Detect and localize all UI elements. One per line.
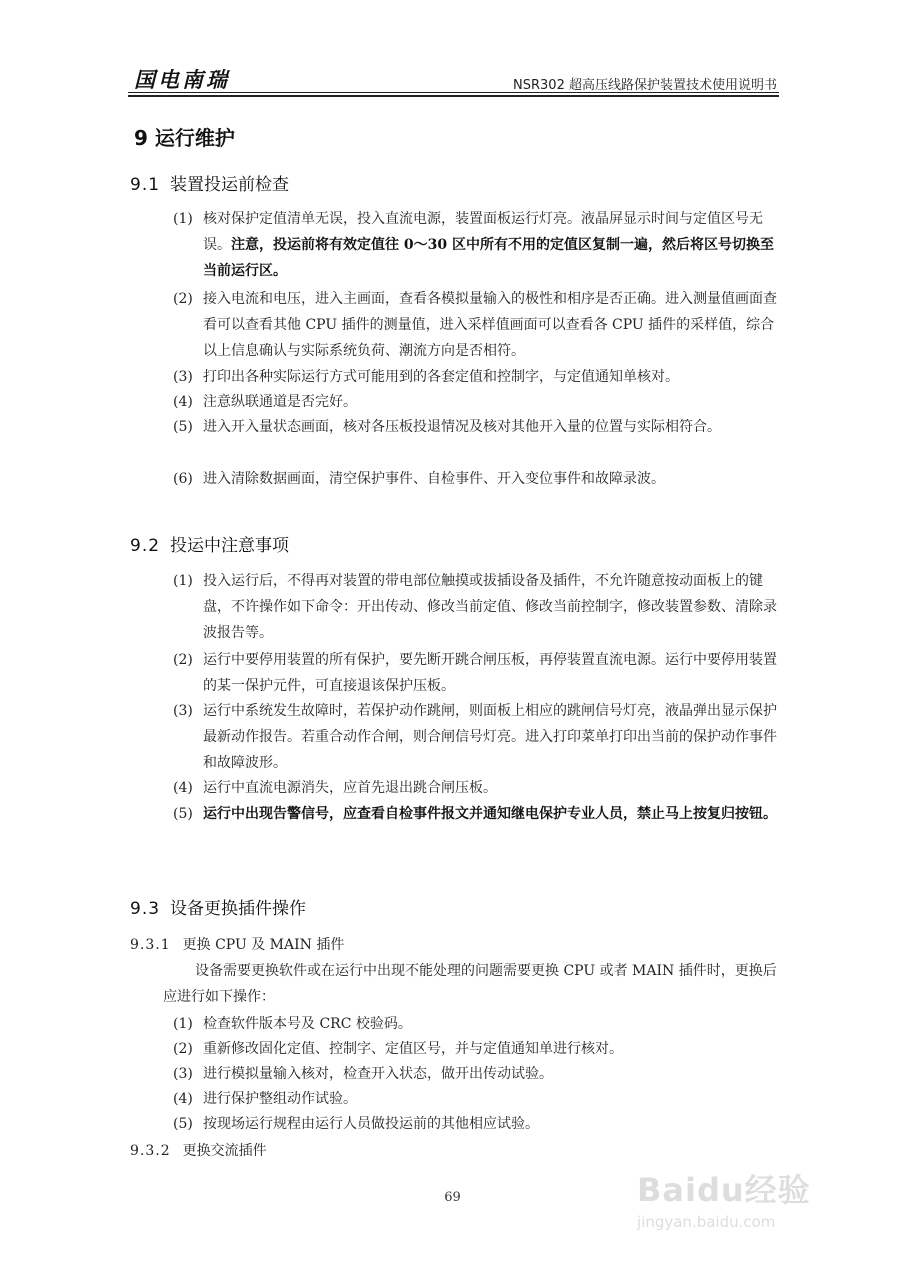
subsection-number: 9.3.1 xyxy=(130,937,171,953)
subsection-title: 更换交流插件 xyxy=(182,1143,267,1159)
item-text: 进行保护整组动作试验。 xyxy=(203,1091,357,1107)
item-text: 运行中出现告警信号，应查看自检事件报文并通知继电保护专业人员，禁止马上按复归按钮。 xyxy=(203,806,777,822)
item-text: 进行模拟量输入核对，检查开入状态，做开出传动试验。 xyxy=(203,1066,553,1082)
item-number: (2) xyxy=(173,652,193,668)
item-text: 重新修改固化定值、控制字、定值区号，并与定值通知单进行核对。 xyxy=(203,1041,623,1057)
item-text: 注意纵联通道是否完好。 xyxy=(203,394,357,410)
item-number: (5) xyxy=(173,1116,193,1132)
list-item xyxy=(173,1036,780,1062)
page-number: 69 xyxy=(444,1190,461,1205)
list-item xyxy=(173,1061,780,1087)
subsection-heading-9-3-2 xyxy=(130,1140,267,1160)
subsection-heading-9-3-1 xyxy=(130,934,344,954)
intro-paragraph: 设备需要更换软件或在运行中出现不能处理的问题需要更换 CPU 或者 MAIN 插件时，更换后应进行如下操作： xyxy=(163,963,777,1005)
section-heading-9-1 xyxy=(130,170,289,195)
document-title: NSR302 超高压线路保护装置技术使用说明书 xyxy=(513,78,777,93)
list-item xyxy=(173,698,780,776)
item-text: 核对保护定值清单无误，投入直流电源，装置面板运行灯亮。液晶屏显示时间与定值区号无误。 xyxy=(203,211,763,253)
item-number: (1) xyxy=(173,573,193,589)
list-item xyxy=(173,568,780,646)
section-title: 装置投运前检查 xyxy=(170,175,290,195)
list-item xyxy=(173,1086,780,1112)
watermark-brand: Baidu经验 xyxy=(637,1171,811,1209)
item-text: 运行中系统发生故障时，若保护动作跳闸，则面板上相应的跳闸信号灯亮，液晶弹出显示保护最新动作报告。若重合动作合闸，则合闸信号灯亮。进入打印菜单打印出当前的保护动作事件和故障波形。 xyxy=(203,703,777,771)
item-number: (1) xyxy=(173,211,193,227)
section-number: 9.1 xyxy=(130,175,161,195)
list-item xyxy=(173,1011,780,1037)
item-text: 投入运行后，不得再对装置的带电部位触摸或拔插设备及插件，不允许随意按动面板上的键盘，不许操作如下命令：开出传动、修改当前定值、修改当前控制字，修改装置参数、清除录波报告等。 xyxy=(203,573,777,641)
item-text: 进入清除数据画面，清空保护事件、自检事件、开入变位事件和故障录波。 xyxy=(203,471,665,487)
subsection-title: 更换 CPU 及 MAIN 插件 xyxy=(182,937,345,953)
watermark xyxy=(637,1165,867,1245)
item-text: 按现场运行规程由运行人员做投运前的其他相应试验。 xyxy=(203,1116,539,1132)
item-text: 打印出各种实际运行方式可能用到的各套定值和控制字，与定值通知单核对。 xyxy=(203,369,679,385)
list-item xyxy=(173,1111,780,1137)
item-text: 检查软件版本号及 CRC 校验码。 xyxy=(203,1016,412,1032)
item-number: (5) xyxy=(173,419,193,435)
subsection-number: 9.3.2 xyxy=(130,1143,171,1159)
item-number: (4) xyxy=(173,780,193,796)
item-number: (6) xyxy=(173,471,193,487)
header-divider xyxy=(128,92,779,93)
item-number: (4) xyxy=(173,1091,193,1107)
header-divider-thick xyxy=(128,95,779,97)
list-item xyxy=(173,775,780,801)
item-number: (5) xyxy=(173,806,193,822)
item-note: 注意，投运前将有效定值往 0～30 区中所有不用的定值区复制一遍，然后将区号切换至当前运行区。 xyxy=(203,237,774,279)
list-item xyxy=(173,466,780,492)
list-item xyxy=(173,364,780,390)
item-text: 接入电流和电压，进入主画面，查看各模拟量输入的极性和相序是否正确。进入测量值画面查看可以查看其他 CPU 插件的测量值，进入采样值画面可以查看各 CPU 插件的采样值，综合以上信息确认与实际系统负荷、潮流方向是否相符。 xyxy=(203,291,777,359)
company-logo: 国电南瑞 xyxy=(134,68,230,92)
chapter-title: 9 运行维护 xyxy=(134,126,235,150)
list-item xyxy=(173,647,780,699)
item-number: (2) xyxy=(173,1041,193,1057)
item-text: 运行中要停用装置的所有保护，要先断开跳合闸压板，再停装置直流电源。运行中要停用装置的某一保护元件，可直接退该保护压板。 xyxy=(203,652,777,694)
section-title: 投运中注意事项 xyxy=(170,536,290,556)
item-number: (4) xyxy=(173,394,193,410)
section-number: 9.2 xyxy=(130,536,161,556)
item-number: (3) xyxy=(173,369,193,385)
section-heading-9-3 xyxy=(130,894,306,919)
watermark-url: jingyan.baidu.com xyxy=(637,1213,776,1231)
item-number: (3) xyxy=(173,703,193,719)
section-title: 设备更换插件操作 xyxy=(170,899,307,919)
item-number: (2) xyxy=(173,291,193,307)
list-item xyxy=(173,801,780,827)
list-item xyxy=(173,286,780,364)
item-text: 运行中直流电源消失，应首先退出跳合闸压板。 xyxy=(203,780,497,796)
list-item xyxy=(173,206,780,284)
item-number: (1) xyxy=(173,1016,193,1032)
section-number: 9.3 xyxy=(130,899,161,919)
list-item xyxy=(173,389,780,415)
item-text: 进入开入量状态画面，核对各压板投退情况及核对其他开入量的位置与实际相符合。 xyxy=(203,419,721,435)
list-item xyxy=(173,414,780,440)
section-heading-9-2 xyxy=(130,531,289,556)
item-number: (3) xyxy=(173,1066,193,1082)
